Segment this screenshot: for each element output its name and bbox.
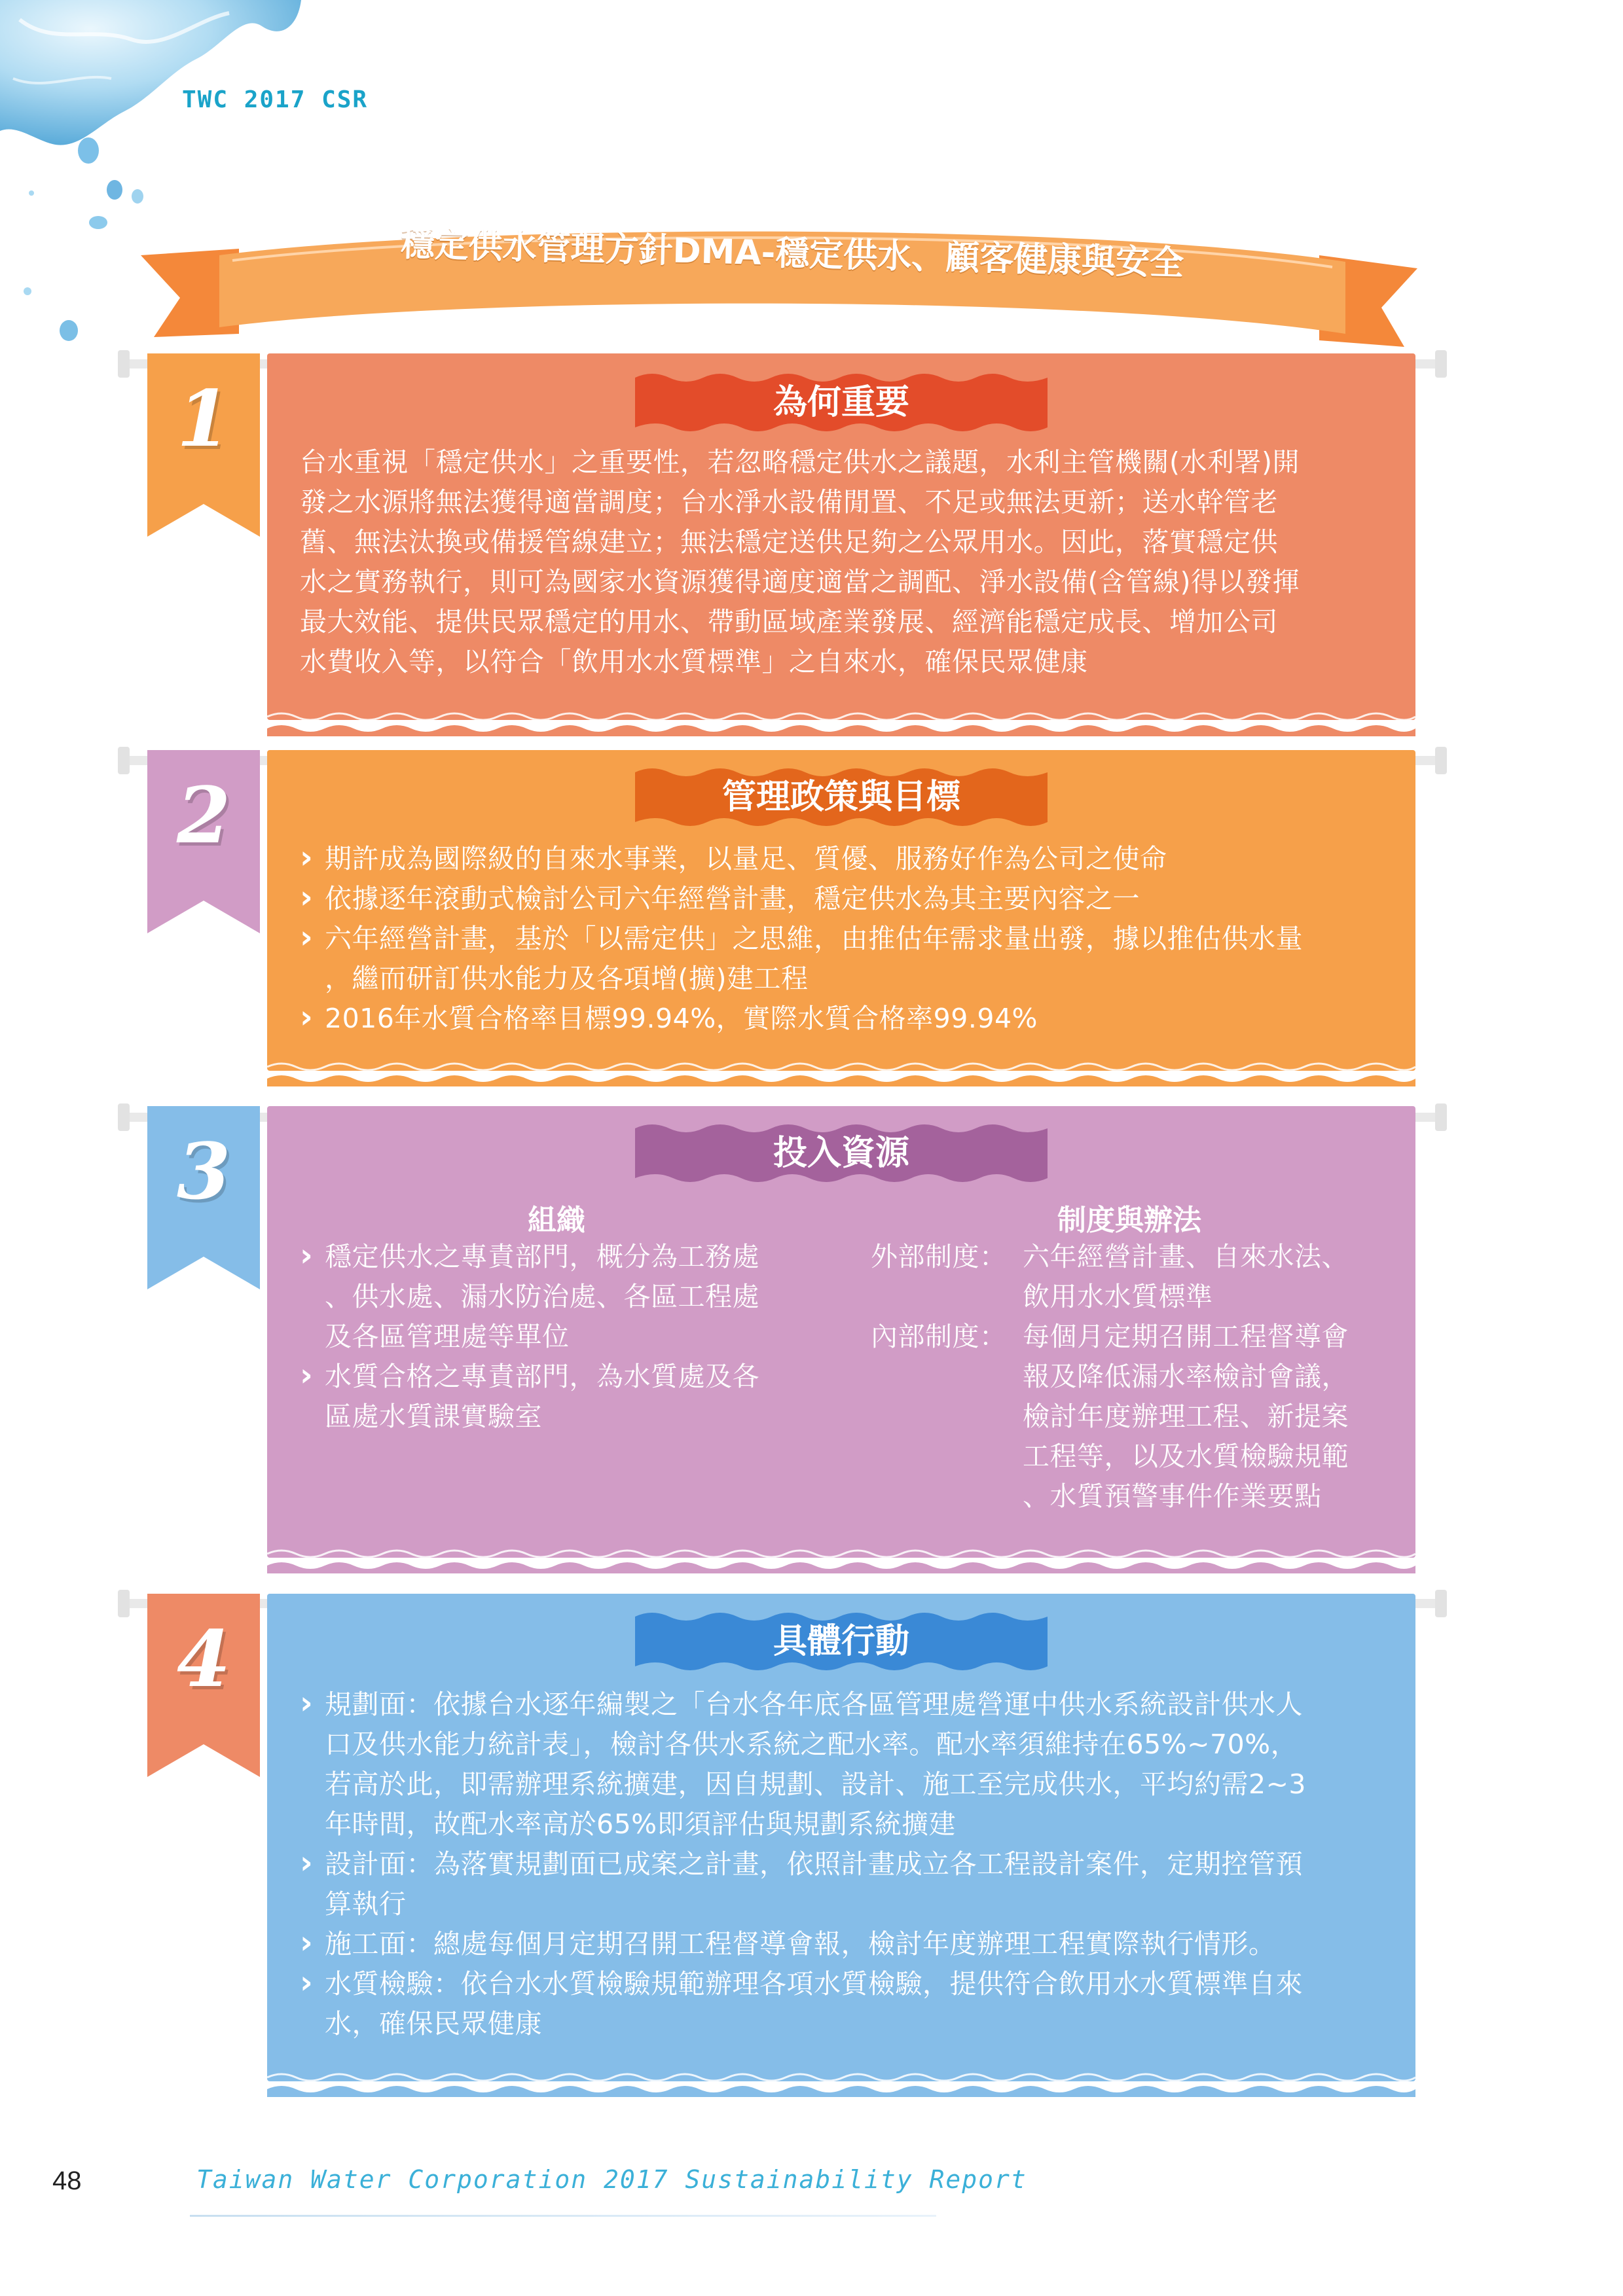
system-key: 內部制度： [871,1321,1007,1352]
list-item: › 規劃面：依據台水逐年編製之「台水各年底各區管理處營運中供水系統設計供水人 口及供水能力統計表」，檢討各供水系統之配水率。配水率須維持在65%~70%， 若高於此，即需辦理系統擴建，因自規劃、設計、施工至完成供水，平均約需2~3 年時間，故配水率高於65%即須評估與規劃系統擴建 [300,1685,1406,1844]
wave-border [267,710,1415,736]
systems-list [871,1237,1408,1516]
list-item: › 水質合格之專責部門，為水質處及各 區處水質課實驗室 [300,1357,843,1437]
policy-list [300,839,1406,1039]
page-number: 48 [52,2166,82,2195]
footer-report-title: Taiwan Water Corporation 2017 Sustainability Report [196,2165,1027,2194]
section-number: 1 [176,373,231,464]
text-line: 舊、無法汰換或備援管線建立；無法穩定送供足夠之公眾用水。因此，落實穩定供 [300,526,1278,558]
list-item: › 設計面：為落實規劃面已成案之計畫，依照計畫成立各工程設計案件，定期控管預 算執行 [300,1844,1406,1924]
section-number-badge [147,1106,260,1289]
report-tag: TWC 2017 CSR [182,86,369,113]
list-item: › 六年經營計畫，基於「以需定供」之思維，由推估年需求量出發，據以推估供水量 ，繼而研訂供水能力及各項增(擴)建工程 [300,919,1406,999]
text-line: 最大效能、提供民眾穩定的用水、帶動區域產業發展、經濟能穩定成長、增加公司 [300,606,1278,637]
list-item: › 2016年水質合格率目標99.94%，實際水質合格率99.94% [300,999,1406,1039]
wave-border [267,1547,1415,1573]
system-row: 外部制度： 六年經營計畫、自來水法、 飲用水水質標準 [871,1237,1408,1317]
organization-list [300,1237,843,1437]
list-item: › 期許成為國際級的自來水事業，以量足、質優、服務好作為公司之使命 [300,839,1406,879]
section-number-badge [147,353,260,537]
section-title: 投入資源 [773,1134,909,1173]
actions-list [300,1685,1406,2044]
system-row: 內部制度： 每個月定期召開工程督導會 報及降低漏水率檢討會議， 檢討年度辦理工程、新提案 工程等，以及水質檢驗規範 、水質預警事件作業要點 [871,1317,1408,1516]
section-number-badge [147,750,260,933]
wave-border [267,1060,1415,1086]
column-heading-organization: 組織 [528,1204,585,1237]
section-title-banner [635,764,1048,830]
section-number: 2 [176,770,231,861]
system-key: 外部制度： [871,1241,1007,1272]
page-title: 穩定供水管理方針DMA-穩定供水、顧客健康與安全 [399,224,1184,283]
text-line: 發之水源將無法獲得適當調度；台水淨水設備閒置、不足或無法更新；送水幹管老 [300,486,1278,518]
text-line: 水費收入等，以符合「飲用水水質標準」之自來水，確保民眾健康 [300,646,1088,677]
section-number: 4 [176,1613,231,1704]
section-body [300,442,1400,682]
column-heading-systems: 制度與辦法 [1057,1204,1201,1237]
list-item: › 穩定供水之專責部門，概分為工務處 、供水處、漏水防治處、各區工程處 及各區管理處等單位 [300,1237,843,1357]
section-title-banner [635,1121,1048,1186]
section-number: 3 [176,1126,231,1217]
list-item: › 水質檢驗：依台水水質檢驗規範辦理各項水質檢驗，提供符合飲用水水質標準自來 水，確保民眾健康 [300,1964,1406,2044]
text-line: 台水重視「穩定供水」之重要性，若忽略穩定供水之議題，水利主管機關(水利署)開 [300,446,1300,478]
list-item: › 施工面：總處每個月定期召開工程督導會報，檢討年度辦理工程實際執行情形。 [300,1924,1406,1964]
footer-divider [190,2215,936,2217]
section-title: 管理政策與目標 [721,778,960,817]
text-line: 水之實務執行，則可為國家水資源獲得適度適當之調配、淨水設備(含管線)得以發揮 [300,566,1300,598]
section-title: 具體行動 [773,1622,909,1661]
section-title: 為何重要 [773,383,909,422]
list-item: › 依據逐年滾動式檢討公司六年經營計畫，穩定供水為其主要內容之一 [300,879,1406,919]
section-title-banner [635,370,1048,435]
wave-border [267,2071,1415,2097]
section-number-badge [147,1594,260,1777]
section-title-banner [635,1609,1048,1674]
